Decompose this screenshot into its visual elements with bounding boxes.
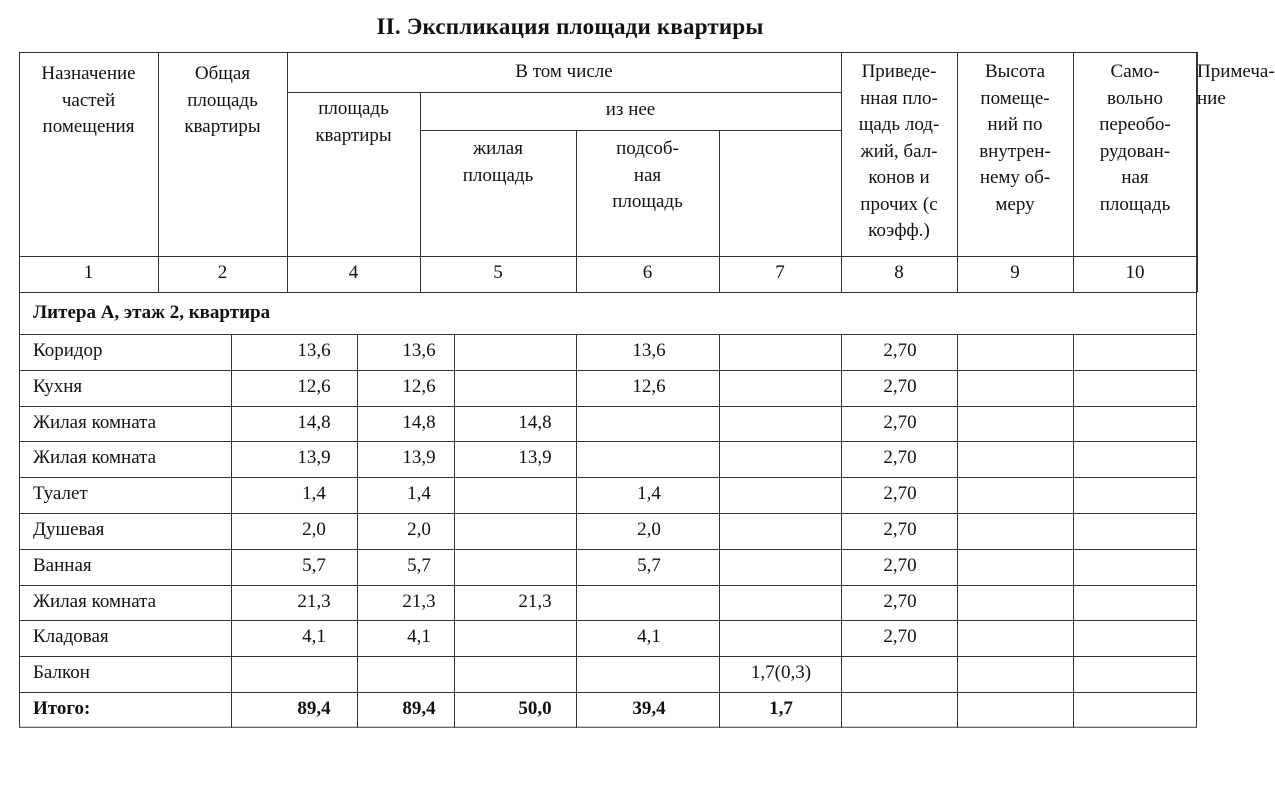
cell-apt: 2,0 [407, 519, 431, 540]
header-balcony-area-line: щадь лод- [858, 114, 940, 135]
header-room-height-line: Высота [984, 61, 1046, 82]
column-number: 5 [493, 262, 503, 283]
header-auxiliary-area-line: ная [633, 164, 662, 186]
cell-balcony: 1,7(0,3) [750, 662, 812, 684]
total-row-label: Итого: [33, 698, 91, 719]
column-number: 4 [348, 262, 359, 283]
cell-height: 2,70 [883, 626, 917, 648]
header-apartment-area [287, 96, 420, 149]
cell-total: 1,4 [302, 483, 326, 505]
header-auxiliary-area-line: площадь [612, 191, 683, 212]
cell-total: 89,4 [297, 698, 331, 719]
cell-total: 4,1 [302, 626, 326, 648]
cell-aux: 13,6 [632, 340, 666, 361]
room-name: Коридор [33, 340, 103, 361]
header-living-area-line: жилая [473, 138, 523, 159]
cell-total: 5,7 [302, 554, 326, 576]
header-apartment-area-line: площадь [318, 98, 389, 119]
cell-aux: 1,4 [637, 483, 661, 505]
cell-balcony: 1,7 [769, 698, 793, 719]
cell-apt: 13,9 [402, 447, 436, 469]
cell-total: 13,6 [297, 340, 331, 361]
cell-apt: 1,4 [407, 483, 431, 505]
column-number: 8 [894, 262, 904, 283]
column-number: 9 [1010, 262, 1020, 283]
column-number: 6 [642, 262, 653, 283]
cell-apt: 14,8 [402, 411, 436, 433]
cell-height: 2,70 [883, 411, 917, 433]
section-label: Литера А, этаж 2, квартира [33, 302, 271, 323]
cell-total: 21,3 [297, 590, 331, 612]
cell-living: 14,8 [518, 411, 552, 433]
cell-living: 21,3 [518, 590, 552, 612]
header-balcony-area-line: Приведе- [861, 61, 937, 82]
cell-height: 2,70 [883, 483, 917, 505]
header-total-area-line: Общая [194, 63, 251, 84]
column-number: 2 [217, 262, 228, 283]
header-unauthorized-area-line: ная [1121, 167, 1149, 188]
room-name: Душевая [33, 519, 105, 540]
cell-aux: 39,4 [632, 698, 666, 719]
header-room-height-line: меру [995, 193, 1035, 215]
room-name: Туалет [33, 483, 88, 505]
header-unauthorized-area-line: Само- [1110, 61, 1160, 82]
header-purpose-line: частей [61, 89, 116, 111]
header-unauthorized-area-line: переобо- [1099, 114, 1171, 135]
header-purpose-line: Назначение [41, 63, 136, 84]
header-purpose [19, 61, 158, 141]
room-name: Балкон [33, 662, 90, 684]
header-group-including: В том числе [515, 61, 613, 82]
cell-total: 14,8 [297, 411, 331, 433]
cell-height: 2,70 [883, 554, 917, 576]
cell-height: 2,70 [883, 447, 917, 469]
room-name: Кухня [33, 375, 83, 397]
header-apartment-area-line: квартиры [315, 124, 392, 146]
header-balcony-area-line: коэфф.) [868, 220, 930, 241]
header-room-height-line: ний по [987, 114, 1043, 135]
column-number: 7 [775, 262, 785, 283]
header-unauthorized-area-line: площадь [1099, 193, 1171, 215]
cell-height: 2,70 [883, 375, 917, 397]
room-name: Ванная [33, 554, 92, 576]
cell-apt: 4,1 [407, 626, 431, 648]
cell-total: 12,6 [297, 375, 331, 397]
cell-apt: 21,3 [402, 590, 436, 612]
cell-aux: 5,7 [637, 554, 661, 576]
header-total-area-line: площадь [187, 89, 258, 111]
room-name: Жилая комната [33, 447, 157, 469]
cell-height: 2,70 [883, 519, 917, 540]
room-name: Жилая комната [33, 411, 157, 433]
room-name: Жилая комната [33, 590, 157, 612]
cell-apt: 12,6 [402, 375, 436, 397]
header-unauthorized-area-line: вольно [1107, 87, 1163, 109]
header-room-height [957, 59, 1073, 218]
cell-living: 13,9 [518, 447, 552, 469]
header-total-area-line: квартиры [184, 116, 261, 137]
cell-apt: 89,4 [402, 698, 436, 719]
cell-apt: 5,7 [407, 554, 431, 576]
cell-total: 2,0 [302, 519, 326, 540]
cell-aux: 4,1 [637, 626, 661, 648]
header-balcony-area [841, 59, 957, 245]
header-purpose-line: помещения [42, 116, 135, 137]
cell-apt: 13,6 [402, 340, 436, 361]
cell-aux: 12,6 [632, 375, 666, 397]
column-number: 10 [1125, 262, 1145, 283]
header-room-height-line: внутрен- [979, 140, 1051, 162]
header-auxiliary-area [576, 136, 719, 216]
header-unauthorized-area-line: рудован- [1099, 140, 1171, 162]
cell-height: 2,70 [883, 340, 917, 361]
header-balcony-area-line: нная пло- [860, 87, 938, 109]
header-auxiliary-area-line: подсоб- [616, 138, 679, 159]
document-title: II. Экспликация площади квартиры [376, 14, 764, 39]
header-total-area [158, 61, 287, 141]
header-living-area [420, 136, 576, 189]
header-balcony-area-line: прочих (с [860, 193, 938, 215]
header-room-height-line: нему об- [979, 167, 1051, 188]
cell-total: 13,9 [297, 447, 331, 469]
column-number: 1 [83, 262, 94, 283]
header-unauthorized-area [1073, 59, 1197, 218]
header-subgroup-of-which: из нее [605, 99, 656, 120]
cell-height: 2,70 [883, 590, 917, 612]
header-balcony-area-line: конов и [868, 167, 930, 188]
room-name: Кладовая [33, 626, 109, 648]
header-balcony-area-line: жий, бал- [860, 140, 938, 162]
cell-aux: 2,0 [637, 519, 661, 540]
header-living-area-line: площадь [462, 164, 534, 186]
cell-living: 50,0 [518, 698, 552, 719]
header-room-height-line: помеще- [980, 87, 1050, 109]
